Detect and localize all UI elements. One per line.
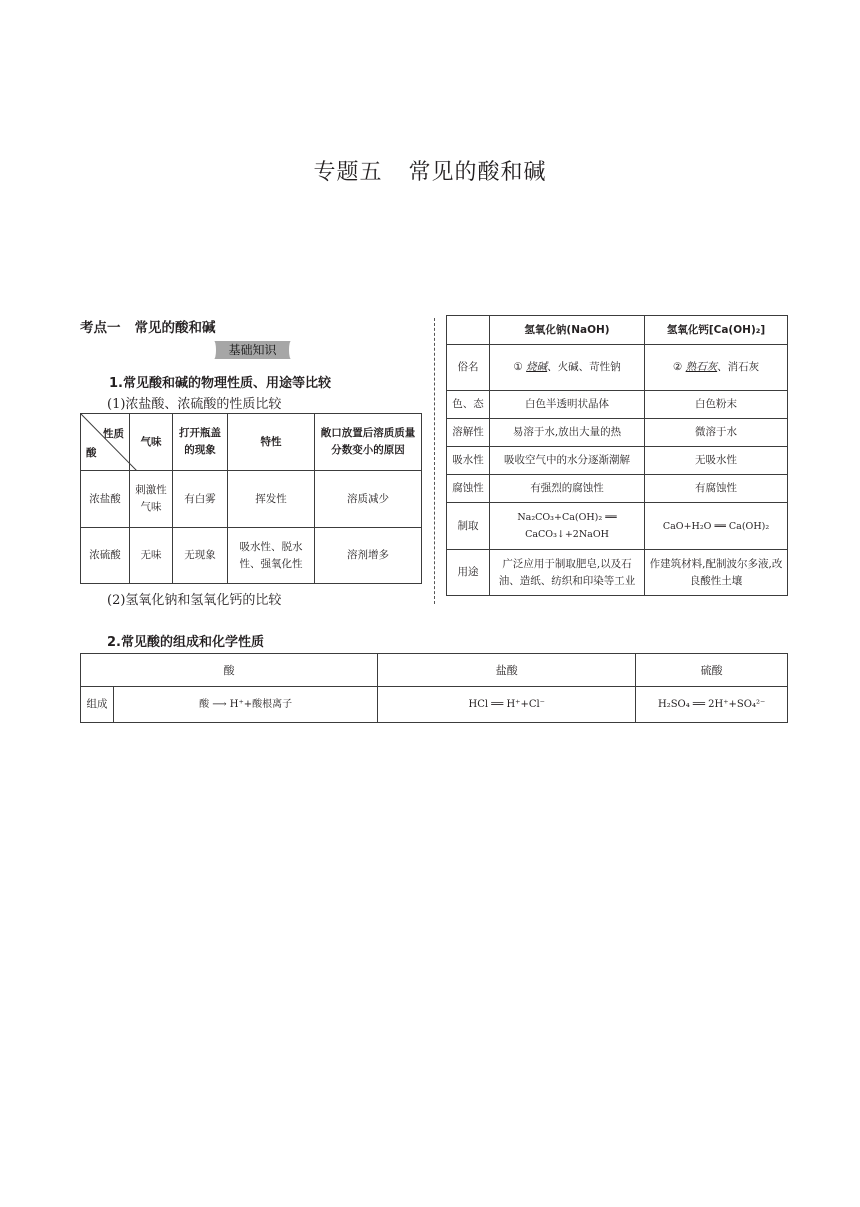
subheading-bases: (2)氢氧化钠和氢氧化钙的比较 [107,593,282,608]
basic-knowledge-badge: 基础知识 [213,341,292,359]
table-row: 溶解性 易溶于水,放出大量的热 微溶于水 [447,419,788,447]
acid-composition-table [80,653,788,723]
equation-line: CaCO₃↓+2NaOH [525,529,609,540]
equation-line: Na₂CO₃+Ca(OH)₂ ══ [517,512,617,523]
header-caoh: 氢氧化钙[Ca(OH)₂] [645,316,788,345]
equation-line: CaO+H₂O ══ Ca(OH)₂ [645,503,788,550]
table-row: 色、态 白色半透明状晶体 白色粉末 [447,391,788,419]
table-row: 吸水性 吸收空气中的水分逐渐潮解 无吸水性 [447,447,788,475]
header-property: 特性 [228,414,315,471]
subheading-acids: (1)浓盐酸、浓硫酸的性质比较 [107,397,282,412]
answer-blank: 烧碱 [526,361,548,373]
section-heading: 考点一 常见的酸和碱 [80,320,216,336]
header-naoh: 氢氧化钠(NaOH) [490,316,645,345]
acid-property-table [80,413,422,584]
column-divider [434,318,435,604]
answer-blank: 熟石灰 [685,361,718,373]
header-h2so4: 硫酸 [636,654,788,687]
table-corner-cell [81,414,130,471]
table-row: 腐蚀性 有强烈的腐蚀性 有腐蚀性 [447,475,788,503]
table-row: 用途 广泛应用于制取肥皂,以及石油、造纸、纺织和印染等工业 作建筑材料,配制波尔多液,改良酸性土壤 [447,550,788,596]
header-reason: 敞口放置后溶质质量分数变小的原因 [315,414,422,471]
base-comparison-table [446,315,788,596]
heading-physical-properties: 1.常见酸和碱的物理性质、用途等比较 [109,376,331,391]
header-open-cap: 打开瓶盖的现象 [173,414,228,471]
table-row: 浓盐酸 刺激性气味 有白雾 挥发性 溶质减少 [81,471,422,528]
table-row: 制取 Na₂CO₃+Ca(OH)₂ ══ CaCO₃↓+2NaOH CaO+H₂O ══ Ca(OH)₂ [447,503,788,550]
table-row: 组成 酸 ⟶ H⁺+酸根离子 HCl ══ H⁺+Cl⁻ H₂SO₄ ══ 2H⁺+SO₄²⁻ [81,687,788,723]
table-row: 浓硫酸 无味 无现象 吸水性、脱水性、强氧化性 溶剂增多 [81,528,422,584]
header-smell: 气味 [130,414,173,471]
corner-top-label: 性质 [103,428,124,440]
table-row: 俗名 ① 烧碱、火碱、苛性钠 ② 熟石灰、消石灰 [447,345,788,391]
corner-bottom-label: 酸 [86,447,97,459]
heading-chemical-properties: 2.常见酸的组成和化学性质 [107,635,264,650]
page-title: 专题五 常见的酸和碱 [313,160,547,185]
header-hcl: 盐酸 [378,654,636,687]
header-acid: 酸 [81,654,378,687]
